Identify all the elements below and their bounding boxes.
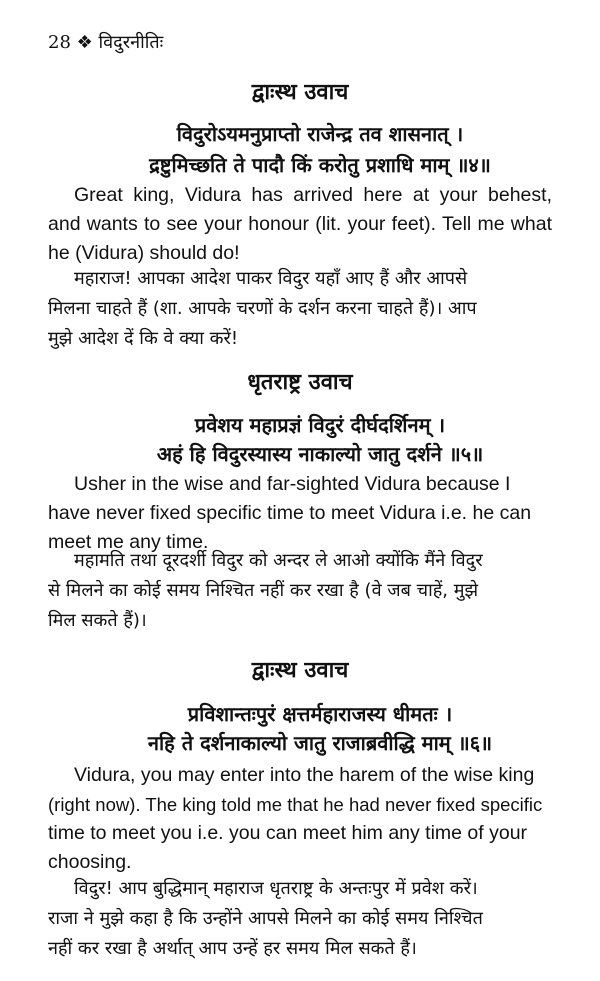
hindi-line: से मिलने का कोई समय निश्चित नहीं कर रखा है (वे जब चाहें, मुझे <box>48 580 479 601</box>
english-line: time to meet you i.e. you can meet him any time of your <box>48 822 528 844</box>
hindi-line: मिल सकते हैं)। <box>48 610 147 631</box>
running-head: 28 ❖ विदुरनीतिः <box>48 32 164 53</box>
english-translation-verse-4 <box>48 181 552 268</box>
english-line: Vidura, you may enter into the harem of the wise king <box>74 764 535 786</box>
verse-6-line-2: नहि ते दर्शनाकाल्यो जातु राजाब्रवीद्धि माम् ॥६॥ <box>147 731 493 755</box>
english-line: (right now). The king told me that he had never fixed specific <box>48 794 543 815</box>
verse-4-line-1: विदुरोऽयमनुप्राप्तो राजेन्द्र तव शासनात् । <box>176 122 464 146</box>
section-heading-dvahstha-2: द्वाःस्थ उवाच <box>251 658 349 683</box>
hindi-translation-verse-6 <box>48 874 552 964</box>
english-line: Usher in the wise and far-sighted Vidura because I <box>74 473 511 495</box>
section-heading-dvahstha-1: द्वाःस्थ उवाच <box>251 80 349 105</box>
english-line: have never fixed specific time to meet Vidura i.e. he can <box>48 502 532 524</box>
hindi-line: विदुर! आप बुद्धिमान् महाराज धृतराष्ट्र के अन्तःपुर में प्रवेश करें। <box>74 878 478 899</box>
hindi-line: मिलना चाहते हैं (शा. आपके चरणों के दर्शन करना चाहते हैं)। आप <box>48 298 477 319</box>
english-line: he (Vidura) should do! <box>48 242 240 264</box>
hindi-translation-verse-4 <box>48 264 552 354</box>
english-line: and wants to see your honour (lit. your feet). Tell me what <box>48 213 552 235</box>
verse-5-line-1: प्रवेशय महाप्रज्ञं विदुरं दीर्घदर्शिनम् । <box>194 413 446 437</box>
hindi-line: महामति तथा दूरदर्शी विदुर को अन्दर ले आओ क्योंकि मैंने विदुर <box>74 550 483 571</box>
hindi-translation-verse-5 <box>48 546 552 636</box>
hindi-line: मुझे आदेश दें कि वे क्या करें! <box>48 328 239 349</box>
english-translation-verse-6 <box>48 761 552 877</box>
verse-4-line-2: द्रष्टुमिच्छति ते पादौ किं करोतु प्रशाधि माम् ॥४॥ <box>149 153 491 177</box>
verse-6-line-1: प्रविशान्तःपुरं क्षत्तर्महाराजस्य धीमतः । <box>187 702 453 726</box>
hindi-line: महाराज! आपका आदेश पाकर विदुर यहाँ आए हैं और आपसे <box>74 268 468 289</box>
hindi-line: राजा ने मुझे कहा है कि उन्होंने आपसे मिलने का कोई समय निश्चित <box>48 908 483 929</box>
section-heading-dhritarashtra: धृतराष्ट्र उवाच <box>247 370 353 395</box>
english-line: choosing. <box>48 851 132 873</box>
verse-5-line-2: अहं हि विदुरस्यास्य नाकाल्यो जातु दर्शने ॥५॥ <box>156 442 484 466</box>
hindi-line: नहीं कर रखा है अर्थात् आप उन्हें हर समय मिल सकते हैं। <box>48 938 417 959</box>
english-line: Great king, Vidura has arrived here at your behest, <box>74 184 552 206</box>
english-line: meet me any time. <box>48 531 209 553</box>
english-translation-verse-5 <box>48 470 552 557</box>
